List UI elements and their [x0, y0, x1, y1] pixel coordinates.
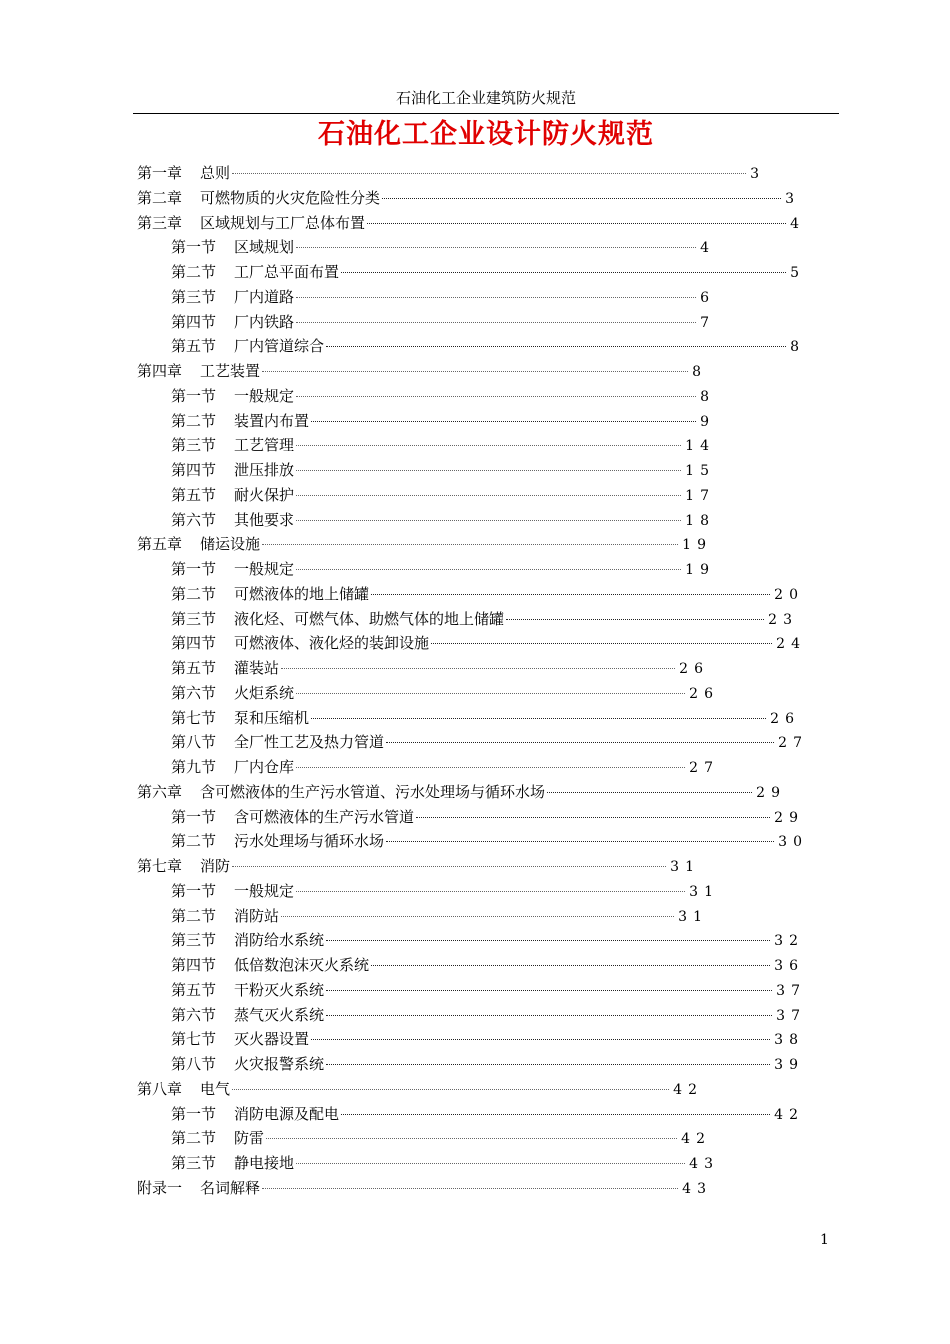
toc-entry[interactable]	[171, 286, 715, 308]
toc-entry-title: 防雷	[234, 1129, 265, 1148]
toc-entry-title: 消防给水系统	[234, 931, 325, 950]
toc-entry[interactable]	[171, 979, 806, 1001]
toc-entry-number: 第三节	[171, 287, 217, 306]
toc-entry[interactable]	[171, 707, 800, 729]
toc-entry-number: 第五节	[171, 337, 217, 356]
toc-entry-page: 26	[770, 710, 800, 727]
toc-entry[interactable]	[171, 385, 715, 407]
toc-entry-page: 3	[785, 190, 800, 207]
toc-entry-page: 9	[700, 413, 715, 430]
toc-entry-number: 第三节	[171, 1154, 217, 1172]
toc-entry-page: 23	[768, 611, 798, 628]
toc-entry-number: 第四节	[171, 312, 217, 331]
toc-entry-number: 第二节	[171, 584, 217, 603]
toc-entry[interactable]	[171, 608, 798, 630]
toc-entry-number: 第一节	[171, 807, 217, 826]
toc-entry-page: 4	[700, 240, 715, 257]
toc-entry-title: 区域规划与工厂总体布置	[200, 213, 366, 232]
toc-dot-leader	[506, 619, 764, 620]
toc-entry[interactable]	[171, 1053, 804, 1075]
toc-entry-number: 第五节	[171, 980, 217, 999]
toc-entry-page: 30	[778, 834, 808, 851]
toc-entry-title: 泵和压缩机	[234, 708, 310, 727]
toc-entry-page: 8	[790, 339, 805, 356]
toc-entry-number: 第二节	[171, 832, 217, 851]
toc-entry-number: 第二节	[171, 906, 217, 925]
toc-entry[interactable]	[137, 360, 707, 382]
toc-entry-page: 26	[679, 661, 709, 677]
toc-entry-title: 一般规定	[234, 560, 295, 578]
toc-entry-number: 第八节	[171, 733, 217, 752]
toc-entry[interactable]	[171, 583, 804, 605]
toc-entry-title: 泄压排放	[234, 461, 295, 479]
toc-entry[interactable]	[137, 855, 700, 877]
toc-entry-page: 39	[774, 1057, 804, 1073]
toc-entry-number: 第六节	[171, 1005, 217, 1024]
toc-entry[interactable]	[171, 261, 805, 283]
toc-entry-page: 36	[774, 958, 804, 974]
toc-entry-page: 18	[685, 512, 715, 529]
toc-entry[interactable]	[171, 1127, 711, 1149]
toc-entry-page: 31	[670, 859, 700, 875]
toc-entry-number: 第一节	[171, 881, 217, 900]
toc-entry-title: 工厂总平面布置	[234, 263, 340, 281]
toc-entry-title: 干粉灭火系统	[234, 980, 325, 999]
toc-entry-page: 31	[678, 908, 708, 925]
toc-entry-page: 43	[689, 1156, 719, 1172]
toc-dot-leader	[262, 544, 678, 545]
toc-dot-leader	[296, 1163, 685, 1164]
toc-dot-leader	[296, 767, 685, 768]
toc-entry-page: 37	[776, 1007, 806, 1024]
toc-dot-leader	[416, 817, 770, 818]
toc-entry-title: 其他要求	[234, 510, 295, 529]
toc-entry-number: 第六节	[171, 683, 217, 702]
toc-entry-title: 装置内布置	[234, 411, 310, 430]
toc-entry-title: 液化烃、可燃气体、助燃气体的地上储罐	[234, 609, 505, 628]
toc-entry-title: 低倍数泡沫灭火系统	[234, 956, 370, 974]
toc-entry[interactable]	[137, 1177, 712, 1199]
toc-dot-leader	[326, 1064, 770, 1065]
toc-entry[interactable]	[171, 311, 715, 333]
toc-dot-leader	[296, 322, 696, 323]
toc-entry[interactable]	[171, 880, 719, 902]
toc-dot-leader	[232, 1089, 669, 1090]
toc-entry-number: 第四章	[137, 362, 183, 380]
toc-entry-number: 第五节	[171, 659, 217, 677]
toc-dot-leader	[367, 223, 786, 224]
toc-entry-page: 38	[774, 1032, 804, 1049]
toc-entry-title: 厂内道路	[234, 287, 295, 306]
toc-entry-page: 42	[774, 1106, 804, 1123]
toc-entry-title: 灭火器设置	[234, 1030, 310, 1049]
toc-entry[interactable]	[137, 212, 805, 234]
toc-entry-page: 32	[774, 933, 804, 950]
toc-entry-title: 厂内仓库	[234, 758, 295, 776]
toc-entry-page: 42	[681, 1131, 711, 1148]
toc-entry-number: 第二节	[171, 263, 217, 281]
toc-entry[interactable]	[171, 484, 715, 506]
toc-entry-title: 耐火保护	[234, 485, 295, 504]
toc-entry-page: 42	[673, 1081, 703, 1098]
toc-entry-title: 静电接地	[234, 1154, 295, 1172]
toc-entry-page: 37	[776, 982, 806, 999]
toc-entry-number: 第二章	[137, 188, 183, 207]
toc-entry-page: 14	[685, 438, 715, 455]
toc-dot-leader	[296, 569, 681, 570]
toc-entry[interactable]	[171, 558, 715, 580]
toc-entry-number: 第三章	[137, 213, 183, 232]
toc-entry-title: 可燃液体、液化烃的装卸设施	[234, 634, 430, 653]
toc-entry[interactable]	[137, 187, 800, 209]
toc-entry-title: 消防站	[234, 906, 280, 925]
toc-entry[interactable]	[171, 459, 715, 481]
toc-entry[interactable]	[171, 954, 804, 976]
toc-entry-number: 第八节	[171, 1055, 217, 1073]
toc-dot-leader	[296, 445, 681, 446]
toc-entry-number: 第四节	[171, 461, 217, 479]
toc-entry-number: 第七节	[171, 708, 217, 727]
toc-entry-number: 第七章	[137, 857, 183, 875]
toc-entry[interactable]	[171, 1028, 804, 1050]
toc-dot-leader	[296, 693, 685, 694]
toc-entry[interactable]	[171, 806, 804, 828]
toc-dot-leader	[296, 470, 681, 471]
toc-entry-number: 第六章	[137, 782, 183, 801]
toc-dot-leader	[296, 247, 696, 248]
toc-entry-title: 名词解释	[200, 1178, 261, 1197]
toc-dot-leader	[296, 520, 681, 521]
toc-entry[interactable]	[137, 533, 712, 555]
toc-entry-page: 27	[778, 735, 808, 752]
toc-entry-title: 含可燃液体的生产污水管道、污水处理场与循环水场	[200, 782, 546, 801]
toc-entry-page: 29	[756, 784, 786, 801]
toc-entry[interactable]	[171, 1103, 804, 1125]
toc-entry-title: 一般规定	[234, 881, 295, 900]
toc-entry-page: 24	[776, 636, 806, 653]
toc-entry-title: 消防	[200, 857, 231, 875]
toc-entry-number: 第一节	[171, 1104, 217, 1123]
toc-entry-title: 污水处理场与循环水场	[234, 832, 385, 851]
toc-dot-leader	[232, 866, 666, 867]
toc-dot-leader	[386, 742, 774, 743]
toc-entry-title: 总则	[200, 164, 231, 182]
toc-entry[interactable]	[171, 682, 719, 704]
toc-entry[interactable]	[171, 657, 709, 679]
toc-entry-number: 第二节	[171, 1129, 217, 1148]
toc-entry[interactable]	[171, 410, 715, 432]
toc-entry-number: 第九节	[171, 758, 217, 776]
toc-entry-number: 第二节	[171, 411, 217, 430]
toc-entry[interactable]	[171, 905, 708, 927]
toc-entry-page: 8	[700, 388, 715, 405]
toc-entry-page: 19	[682, 537, 712, 554]
toc-entry-page: 3	[750, 166, 765, 182]
toc-entry-number: 第一节	[171, 238, 217, 257]
toc-entry-title: 含可燃液体的生产污水管道	[234, 807, 415, 826]
document-title: 石油化工企业设计防火规范	[318, 119, 654, 150]
toc-dot-leader	[311, 718, 766, 719]
toc-dot-leader	[262, 1188, 678, 1189]
toc-entry-title: 工艺管理	[234, 436, 295, 455]
toc-entry[interactable]	[171, 335, 805, 357]
toc-entry-title: 可燃液体的地上储罐	[234, 584, 370, 603]
toc-dot-leader	[296, 495, 681, 496]
toc-entry[interactable]	[171, 756, 719, 778]
toc-entry-number: 第五节	[171, 485, 217, 504]
running-header: 石油化工企业建筑防火规范	[395, 89, 576, 107]
toc-entry-page: 17	[685, 487, 715, 504]
toc-entry-number: 附录一	[137, 1178, 183, 1197]
toc-entry-title: 消防电源及配电	[234, 1104, 340, 1123]
toc-entry[interactable]	[171, 731, 808, 753]
toc-dot-leader	[386, 841, 774, 842]
toc-dot-leader	[371, 965, 770, 966]
toc-entry-title: 厂内管道综合	[234, 337, 325, 356]
toc-entry[interactable]	[171, 1004, 806, 1026]
toc-entry-page: 29	[774, 809, 804, 826]
toc-entry-title: 厂内铁路	[234, 312, 295, 331]
toc-entry[interactable]	[171, 1152, 719, 1174]
toc-dot-leader	[341, 1114, 770, 1115]
toc-entry-page: 7	[700, 314, 715, 331]
toc-entry-page: 15	[685, 463, 715, 479]
toc-entry[interactable]	[171, 236, 715, 258]
toc-entry-number: 第一节	[171, 386, 217, 405]
toc-entry[interactable]	[137, 162, 765, 184]
toc-entry-number: 第七节	[171, 1030, 217, 1049]
toc-dot-leader	[232, 173, 746, 174]
toc-entry-number: 第四节	[171, 634, 217, 653]
toc-entry-page: 43	[682, 1180, 712, 1197]
toc-entry-page: 5	[790, 265, 805, 281]
toc-dot-leader	[311, 421, 696, 422]
toc-entry-title: 全厂性工艺及热力管道	[234, 733, 385, 752]
toc-entry-page: 26	[689, 685, 719, 702]
toc-entry-number: 第三节	[171, 931, 217, 950]
toc-entry-page: 20	[774, 586, 804, 603]
toc-entry[interactable]	[171, 434, 715, 456]
toc-dot-leader	[326, 990, 772, 991]
toc-entry-number: 第五章	[137, 535, 183, 554]
toc-dot-leader	[547, 792, 752, 793]
toc-dot-leader	[341, 272, 786, 273]
toc-entry[interactable]	[171, 830, 808, 852]
header-divider	[133, 113, 839, 114]
toc-entry-number: 第六节	[171, 510, 217, 529]
toc-entry-page: 8	[692, 364, 707, 380]
toc-dot-leader	[382, 198, 781, 199]
toc-dot-leader	[262, 371, 688, 372]
toc-entry-number: 第八章	[137, 1079, 183, 1098]
toc-entry-title: 工艺装置	[200, 362, 261, 380]
toc-entry[interactable]	[137, 1078, 703, 1100]
toc-entry-title: 灌装站	[234, 659, 280, 677]
toc-dot-leader	[296, 396, 696, 397]
toc-entry[interactable]	[171, 929, 804, 951]
toc-entry[interactable]	[137, 781, 786, 803]
toc-entry-page: 27	[689, 760, 719, 776]
toc-entry-page: 4	[790, 215, 805, 232]
toc-dot-leader	[326, 1015, 772, 1016]
toc-dot-leader	[281, 916, 674, 917]
toc-entry-title: 火灾报警系统	[234, 1055, 325, 1073]
toc-entry-number: 第三节	[171, 436, 217, 455]
page-number: 1	[820, 1232, 829, 1248]
toc-entry-title: 火炬系统	[234, 683, 295, 702]
toc-entry-number: 第三节	[171, 609, 217, 628]
toc-dot-leader	[311, 1039, 770, 1040]
toc-entry-title: 电气	[200, 1079, 231, 1098]
toc-dot-leader	[296, 891, 685, 892]
toc-dot-leader	[266, 1138, 677, 1139]
toc-entry[interactable]	[171, 632, 806, 654]
toc-entry-number: 第一节	[171, 560, 217, 578]
toc-entry-title: 蒸气灭火系统	[234, 1005, 325, 1024]
toc-dot-leader	[326, 346, 786, 347]
toc-dot-leader	[431, 643, 772, 644]
toc-entry-title: 一般规定	[234, 386, 295, 405]
toc-dot-leader	[281, 668, 675, 669]
toc-entry-number: 第四节	[171, 956, 217, 974]
toc-entry-title: 可燃物质的火灾危险性分类	[200, 188, 381, 207]
toc-entry-title: 储运设施	[200, 535, 261, 554]
toc-entry-page: 31	[689, 883, 719, 900]
toc-entry-number: 第一章	[137, 164, 183, 182]
toc-dot-leader	[296, 297, 696, 298]
toc-entry-page: 6	[700, 289, 715, 306]
toc-entry-title: 区域规划	[234, 238, 295, 257]
toc-entry-page: 19	[685, 562, 715, 578]
toc-dot-leader	[326, 940, 770, 941]
toc-dot-leader	[371, 594, 770, 595]
toc-entry[interactable]	[171, 509, 715, 531]
